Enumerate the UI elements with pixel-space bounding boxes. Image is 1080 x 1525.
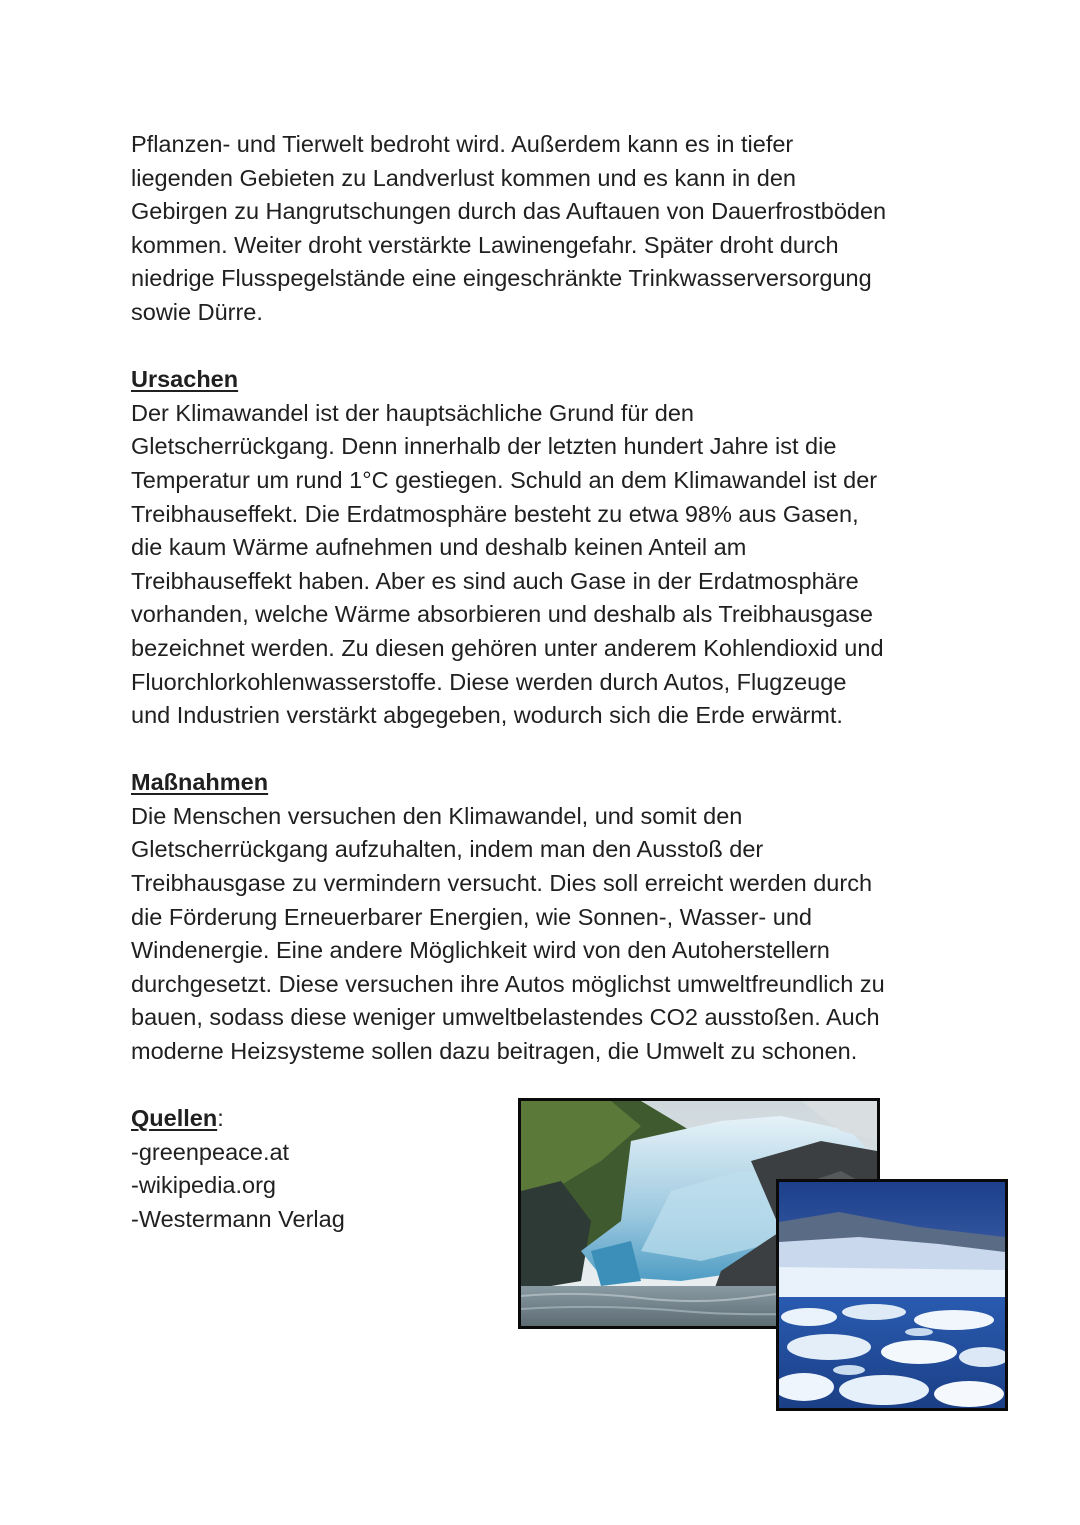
quellen-heading: Quellen [131,1105,218,1132]
quellen-colon: : [217,1105,224,1132]
glacier-photo-icefloes [776,1179,1008,1411]
massnahmen-paragraph: Die Menschen versuchen den Klimawandel, und somit den Gletscherrückgang aufzuhalten, indem man den Ausstoß der Treibhausgase zu vermindern versucht. Dies soll erreicht werden durch die Förderung Erneuerbarer Energien, wie Sonnen-, Wasser- und Windenergie. Eine andere Möglichkeit wird von den Autoherstellern durchgesetzt. Diese versuchen ihre Autos möglichst umweltfreundlich zu bauen, sodass diese weniger umweltbelastendes CO2 ausstoßen. Auch moderne Heizsysteme sollen dazu beitragen, die Umwelt zu schonen. [131,802,885,1065]
massnahmen-heading-row [131,766,971,800]
source-item: -Westermann Verlag [131,1206,345,1232]
intro-paragraph: Pflanzen- und Tierwelt bedroht wird. Außerdem kann es in tiefer liegenden Gebieten zu Landverlust kommen und es kann in den Gebirgen zu Hangrutschungen durch das Auftauen von Dauerfrostböden kommen. Weiter droht verstärkte Lawinengefahr. Später droht durch niedrige Flusspegelstände eine eingeschränkte Trinkwasserversorgung sowie Dürre. [131,131,887,325]
ursachen-paragraph: Der Klimawandel ist der hauptsächliche Grund für den Gletscherrückgang. Denn innerhalb der letzten hundert Jahre ist die Temperatur um rund 1°C gestiegen. Schuld an dem Klimawandel ist der Treibhauseffekt. Die Erdatmosphäre besteht zu etwa 98% aus Gasen, die kaum Wärme aufnehmen und deshalb keinen Anteil am Treibhauseffekt haben. Aber es sind auch Gase in der Erdatmosphäre vorhanden, welche Wärme absorbieren und deshalb als Treibhausgase bezeichnet werden. Zu diesen gehören unter anderem Kohlendioxid und Fluorchlorkohlenwasserstoffe. Diese werden durch Autos, Flugzeuge und Industrien verstärkt abgegeben, wodurch sich die Erde erwärmt. [131,399,884,729]
source-item: -greenpeace.at [131,1138,290,1165]
document-page [131,128,971,1237]
glacier-icefloes-image [779,1182,1005,1408]
source-item: -wikipedia.org [131,1172,276,1199]
massnahmen-heading: Maßnahmen [131,769,269,796]
ursachen-heading-row [131,363,971,397]
ursachen-heading: Ursachen [131,366,239,393]
